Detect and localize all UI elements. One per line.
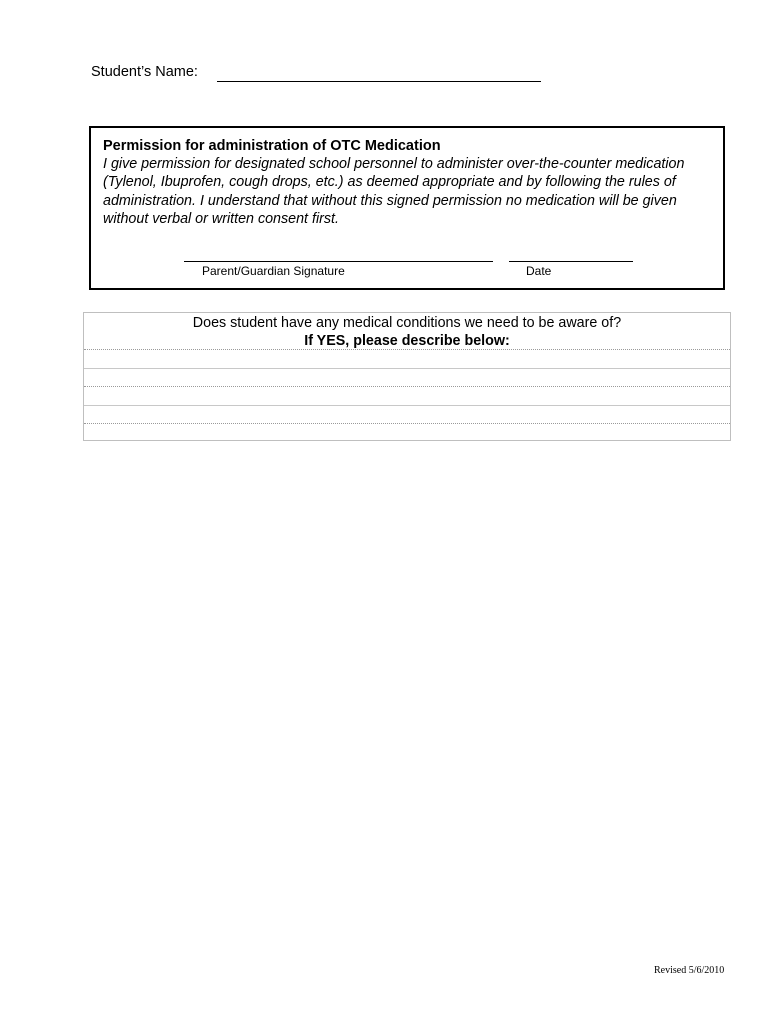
medical-question: Does student have any medical conditions we need to be aware of? (192, 315, 622, 331)
description-line-2[interactable] (88, 370, 726, 386)
otc-permission-box (89, 126, 725, 290)
row-divider (84, 349, 730, 350)
date-label: Date (526, 264, 552, 278)
description-line-5[interactable] (88, 424, 726, 440)
description-line-1[interactable] (88, 351, 726, 367)
permission-statement: I give permission for designated school personnel to administer over-the-counter medication (Tylenol, Ibuprofen, cough drops, etc.) as deemed appropriate and by following the rules of administration. I understand that without this signed permission no medication will be given without verbal or written consent first. (103, 156, 685, 227)
row-divider (84, 405, 730, 406)
row-divider (84, 386, 730, 387)
permission-title: Permission for administration of OTC Medication (103, 138, 441, 154)
signature-field[interactable] (184, 261, 493, 262)
date-field[interactable] (509, 261, 633, 262)
medical-instruction: If YES, please describe below: (304, 333, 510, 349)
student-name-label: Student’s Name: (91, 64, 198, 80)
medical-conditions-table (83, 312, 731, 441)
signature-label: Parent/Guardian Signature (202, 264, 345, 278)
description-line-3[interactable] (88, 388, 726, 404)
description-line-4[interactable] (88, 407, 726, 423)
revision-date: Revised 5/6/2010 (654, 965, 725, 976)
student-name-field[interactable] (217, 81, 541, 82)
row-divider (84, 368, 730, 369)
